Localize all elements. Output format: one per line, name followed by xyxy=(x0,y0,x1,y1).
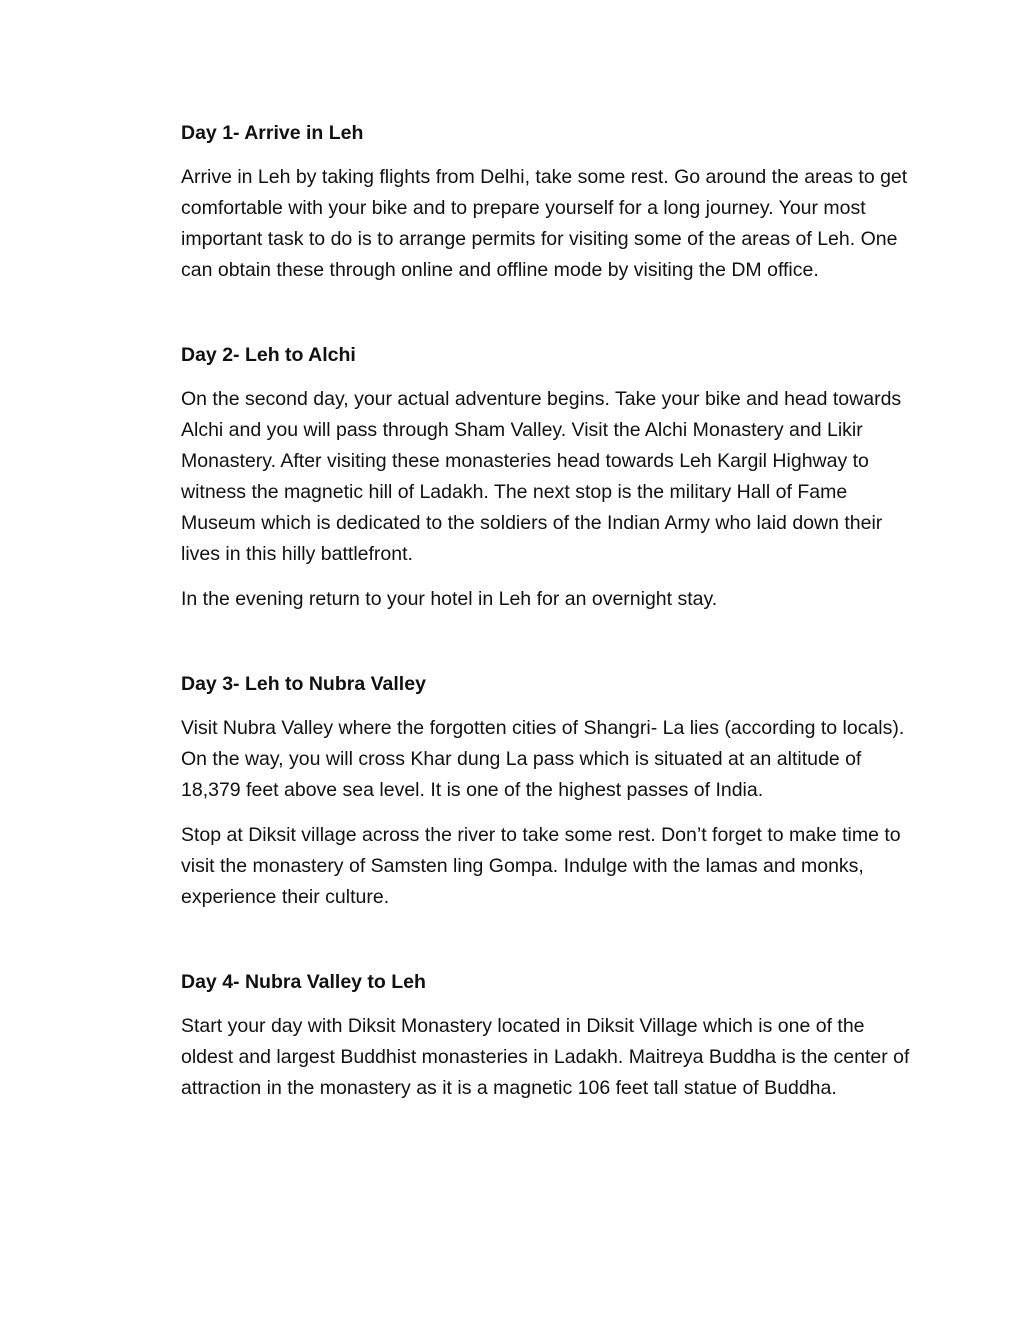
day-4-heading: Day 4- Nubra Valley to Leh xyxy=(181,971,426,993)
day-2-section xyxy=(181,340,911,615)
day-3-heading: Day 3- Leh to Nubra Valley xyxy=(181,673,426,695)
day-2-paragraph-1: On the second day, your actual adventure begins. Take your bike and head towards Alchi and you will pass through Sham Valley. Visit the Alchi Monastery and Likir Monastery. After visiting these monasteries head towards Leh Kargil Highway to witness the magnetic hill of Ladakh. The next stop is the military Hall of Fame Museum which is dedicated to the soldiers of the Indian Army who laid down their lives in this hilly battlefront. xyxy=(181,388,902,565)
day-4-paragraph-1: Start your day with Diksit Monastery located in Diksit Village which is one of the oldest and largest Buddhist monasteries in Ladakh. Maitreya Buddha is the center of attraction in the monastery as it is a magnetic 106 feet tall statue of Buddha. xyxy=(181,1015,910,1099)
day-1-heading: Day 1- Arrive in Leh xyxy=(181,122,364,144)
day-2-heading: Day 2- Leh to Alchi xyxy=(181,344,356,366)
day-1-paragraph-1: Arrive in Leh by taking flights from Delhi, take some rest. Go around the areas to get comfortable with your bike and to prepare yourself for a long journey. Your most important task to do is to arrange permits for visiting some of the areas of Leh. One can obtain these through online and offline mode by visiting the DM office. xyxy=(181,166,908,281)
day-3-paragraph-1: Visit Nubra Valley where the forgotten cities of Shangri- La lies (according to locals). On the way, you will cross Khar dung La pass which is situated at an altitude of 18,379 feet above sea level. It is one of the highest passes of India. xyxy=(181,717,905,801)
day-3-paragraph-2: Stop at Diksit village across the river to take some rest. Don’t forget to make time to visit the monastery of Samsten ling Gompa. Indulge with the lamas and monks, experience their culture. xyxy=(181,824,901,908)
day-3-section xyxy=(181,669,911,913)
day-4-section xyxy=(181,967,911,1104)
day-2-paragraph-2: In the evening return to your hotel in Leh for an overnight stay. xyxy=(181,588,718,610)
document-page xyxy=(181,118,911,1158)
day-1-section xyxy=(181,118,911,286)
